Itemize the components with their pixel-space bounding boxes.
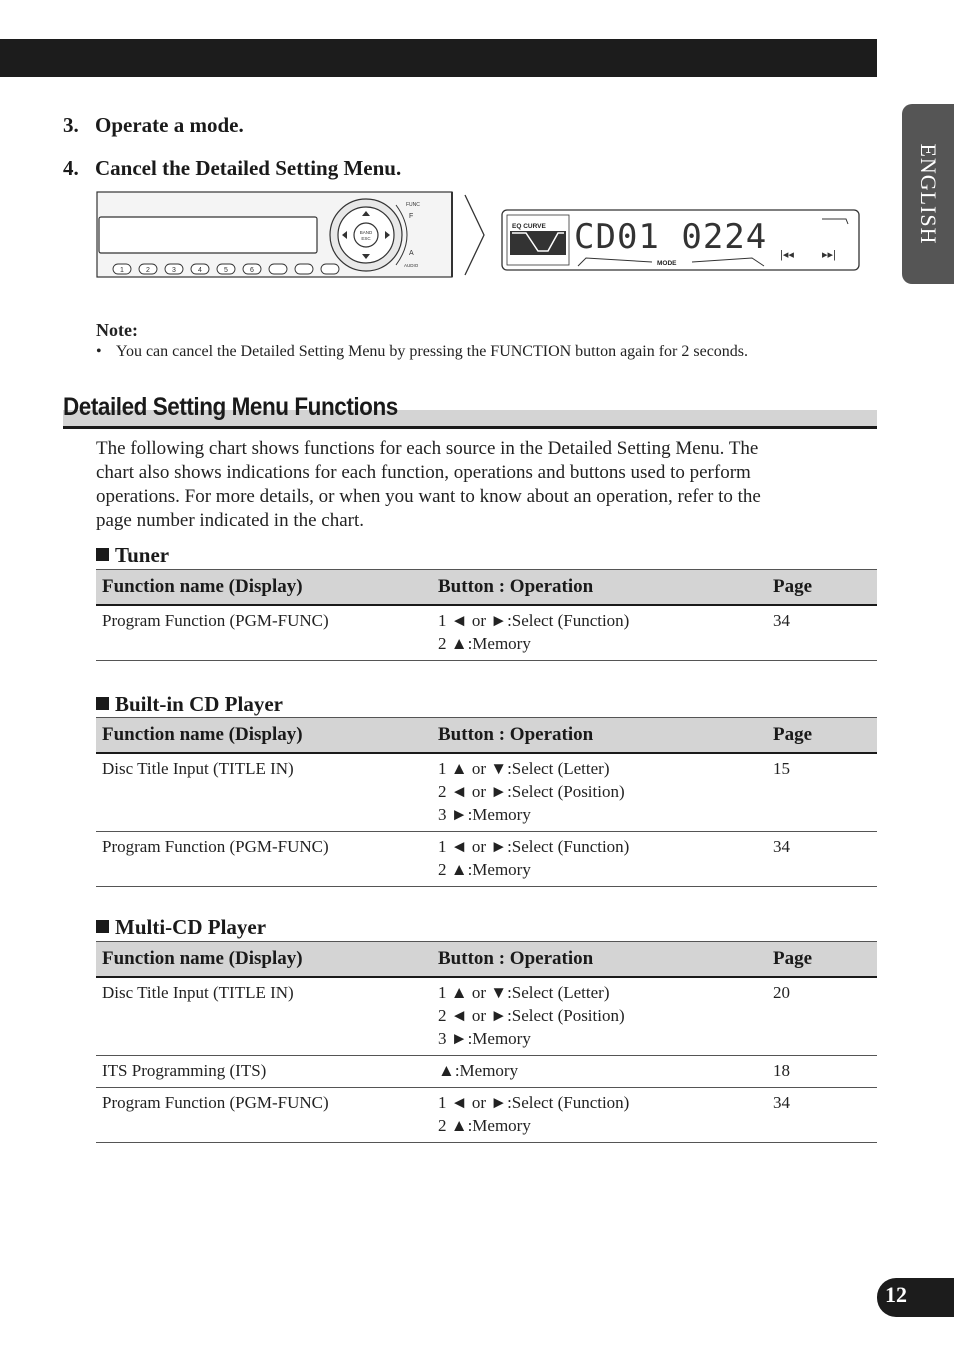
table-row [96,753,877,832]
bullet: • [96,343,102,360]
svg-text:BAND: BAND [359,230,373,235]
step-4 [63,156,401,181]
operation-line: 2 ▲:Memory [438,859,531,879]
multi-cd-table [96,941,877,1143]
language-tab-label: ENGLISH [916,143,941,245]
display-main-text: CD01 0224 [574,217,768,257]
function-name: Program Function (PGM-FUNC) [96,605,432,661]
header-operation: Button : Operation [432,718,767,753]
page-number-badge [877,1278,954,1317]
operation-line: 1 ◄ or ►:Select (Function) [438,1092,630,1112]
preset-label: 3 [172,267,176,274]
tuner-heading [96,543,169,568]
preset-button [295,264,313,274]
language-tab [902,104,954,284]
func-label: FUNC [406,202,420,208]
page-ref: 18 [767,1055,877,1087]
operation-cell [432,605,767,661]
preset-label: 1 [120,267,124,274]
preset-buttons [113,264,339,274]
eq-curve-label: EQ CURVE [512,223,546,230]
operation-line: 1 ▲ or ▼:Select (Letter) [438,982,610,1002]
operation-line: 1 ▲ or ▼:Select (Letter) [438,758,610,778]
operation-line: 2 ◄ or ►:Select (Position) [438,781,625,801]
a-label: A [409,250,414,257]
function-name: Program Function (PGM-FUNC) [96,1087,432,1142]
table-row [96,831,877,886]
page-ref: 34 [767,831,877,886]
step-text: Operate a mode. [95,113,244,137]
function-name: Program Function (PGM-FUNC) [96,831,432,886]
note-body: You can cancel the Detailed Setting Menu by pressing the FUNCTION button again for 2 seconds. [116,343,749,360]
tuner-table [96,569,877,661]
preset-button [321,264,339,274]
header-function: Function name (Display) [96,718,432,753]
operation-cell [432,1055,767,1087]
intro-line: operations. For more details, or when you want to know about an operation, refer to the [96,486,761,507]
arrow-right-icon [465,195,484,275]
note-text [96,343,748,361]
previous-track-icon: |◂◂ [780,249,794,261]
preset-label: 4 [198,267,202,274]
square-bullet-icon [96,920,109,933]
intro-line: page number indicated in the chart. [96,510,365,531]
operation-line: 2 ◄ or ►:Select (Position) [438,1005,625,1025]
multi-cd-heading [96,915,266,940]
page-ref: 34 [767,1087,877,1142]
intro-line: The following chart shows functions for each source in the Detailed Setting Menu. The [96,438,759,459]
header-page: Page [767,942,877,977]
step-text: Cancel the Detailed Setting Menu. [95,156,402,180]
operation-line: 1 ◄ or ►:Select (Function) [438,836,630,856]
square-bullet-icon [96,548,109,561]
preset-button [269,264,287,274]
operation-line: 2 ▲:Memory [438,633,531,653]
header-operation: Button : Operation [432,942,767,977]
table-header-row [96,942,877,977]
function-name: ITS Programming (ITS) [96,1055,432,1087]
f-label: F [409,213,414,220]
builtin-cd-title: Built-in CD Player [115,692,283,716]
header-operation: Button : Operation [432,570,767,605]
section-rule [63,426,877,429]
header-page: Page [767,570,877,605]
header-function: Function name (Display) [96,570,432,605]
table-header-row [96,718,877,753]
page-number: 12 [885,1282,907,1307]
preset-label: 2 [146,267,150,274]
builtin-cd-heading [96,692,283,717]
step-number: 3. [63,113,79,137]
page-ref: 20 [767,977,877,1056]
table-row [96,605,877,661]
lcd-display [502,210,859,270]
operation-cell [432,977,767,1056]
table-header-row [96,570,877,605]
page-ref: 34 [767,605,877,661]
table-row [96,1055,877,1087]
svg-text:ESC: ESC [361,236,371,241]
multi-cd-title: Multi-CD Player [115,915,267,939]
table-row [96,1087,877,1142]
intro-line: chart also shows indications for each function, operations and buttons used to perform [96,462,751,483]
mode-label: MODE [657,260,677,267]
header-bar [0,39,877,77]
operation-line: 3 ►:Memory [438,804,531,824]
front-panel [97,192,452,277]
header-page: Page [767,718,877,753]
operation-line: 1 ◄ or ►:Select (Function) [438,610,630,630]
step-3 [63,113,244,138]
operation-cell [432,1087,767,1142]
preset-label: 5 [224,267,228,274]
header-function: Function name (Display) [96,942,432,977]
step-number: 4. [63,156,79,180]
square-bullet-icon [96,697,109,710]
operation-line: 3 ►:Memory [438,1028,531,1048]
operation-line: ▲:Memory [438,1060,519,1080]
page-ref: 15 [767,753,877,832]
operation-line: 2 ▲:Memory [438,1115,531,1135]
preset-label: 6 [250,267,254,274]
next-track-icon: ▸▸| [822,249,836,261]
section-title: Detailed Setting Menu Functions [63,393,398,421]
function-name: Disc Title Input (TITLE IN) [96,753,432,832]
function-name: Disc Title Input (TITLE IN) [96,977,432,1056]
builtin-cd-table [96,717,877,887]
operation-cell [432,753,767,832]
intro-paragraph [96,437,826,533]
head-unit-illustration [96,191,862,279]
tuner-title: Tuner [115,543,170,567]
audio-label: AUDIO [404,263,419,268]
table-row [96,977,877,1056]
note-title: Note: [96,320,138,340]
operation-cell [432,831,767,886]
